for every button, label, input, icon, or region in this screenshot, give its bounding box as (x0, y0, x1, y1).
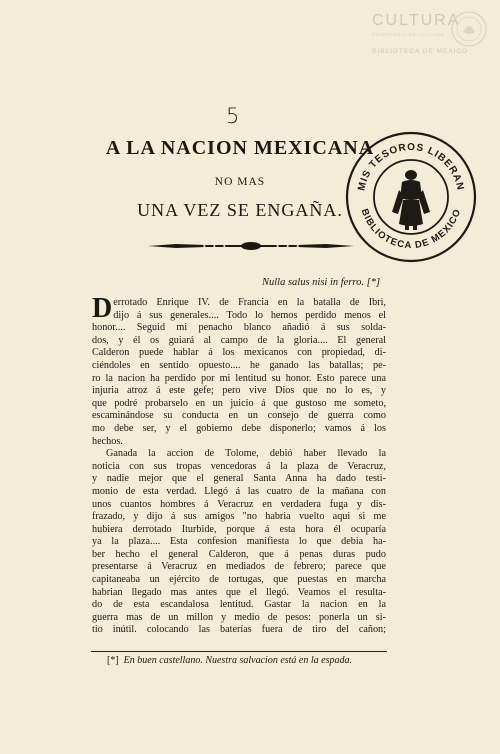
body-line: capitaneaba un ejército de tortugas, que puestas en marcha (92, 574, 386, 586)
footnote (107, 655, 352, 666)
drop-cap: D (92, 293, 113, 324)
stamp-bottom-text: BIBLIOTECA DE MEXICO (358, 207, 464, 252)
body-line: presentarse á Veracruz en mediados de febrero; parece que (92, 561, 386, 573)
body-line: escaminándose su conducta en un consejo de guerra como (92, 410, 386, 422)
body-line: y nadie mejor que el general Santa Anna ha dado testi- (92, 473, 386, 485)
decorative-rule-ornament (146, 240, 356, 252)
body-text (92, 293, 386, 637)
subtitle-line: NO MAS (214, 176, 266, 188)
body-line: Ganada la accion de Tolome, debió haber llevado la (106, 448, 386, 460)
body-line: Calderon puede hablar á los mexicanos con propiedad, di- (92, 347, 386, 359)
body-line: do de esta escandalosa lentitud. Gastar la nacion en la (92, 599, 386, 611)
main-title: A LA NACION MEXICANA (105, 137, 375, 159)
body-line: guerra mas de un millon y medio de pesos: ponerla un si- (92, 611, 386, 623)
body-line: unos cuantos hombres á Veracruz en verdadera fuga y dis- (92, 498, 386, 510)
body-line: habrian llegado mas antes que el llegó. Veamos el resulta- (92, 586, 386, 598)
body-line: dos, y él os guiará al campo de la gloria.... El general (92, 334, 386, 346)
national-seal-icon (450, 10, 488, 48)
cultura-watermark (362, 6, 492, 66)
body-line: hechos. (92, 435, 123, 447)
body-line: ya la plaza.... Esta confesion manifiesta lo que debia ha- (92, 536, 386, 548)
body-line: mo debe ser, y el gobierno debe disponerlo; vamos á los (92, 422, 386, 434)
watermark-subtitle: SECRETARÍA DE CULTURA (372, 32, 445, 37)
body-line: monio de esta verdad. Llegó á las cuatro de la mañana con (92, 485, 386, 497)
subtitle-line-2: UNA VEZ SE ENGAÑA. (137, 200, 343, 220)
footnote-rule (91, 651, 387, 652)
body-line: ber hecho el general Calderon, que á penas duras pudo (92, 548, 386, 560)
body-line: ciéndoles en sentido opuesto.... he ganado las batallas; pe- (92, 359, 386, 371)
body-line: hubiera derrotado Iturbide, porque á esta hora él ocuparía (92, 523, 386, 535)
latin-motto: Nulla salus nisi in ferro. [*] (262, 277, 381, 288)
body-line: errotado Enrique IV. de Francia en la batalla de Ibri, (113, 297, 386, 308)
body-line: frazado, y dijo á sus amigos "no habria vuelto aqui si me (92, 511, 386, 523)
body-line: dijo á sus generales.... Todo lo hemos perdido menos el (113, 309, 386, 321)
library-stamp (342, 128, 480, 266)
watermark-title: CULTURA (372, 12, 461, 29)
body-line: noticia con sus tropas vencedoras á la plaza de Veracruz, (92, 460, 386, 472)
figure-emblem-icon (392, 170, 430, 230)
stamp-top-text: MIS TESOROS LIBERAN (356, 141, 466, 192)
page-number: 5 (226, 104, 240, 128)
watermark-library: BIBLIOTECA DE MÉXICO (372, 48, 469, 55)
body-line: honor.... Seguid mi penacho blanco añadió á sus solda- (92, 322, 386, 334)
footnote-text: En buen castellano. Nuestra salvacion está en la espada. (123, 655, 352, 666)
body-line: ro la nacion ha perdido por mi lentitud su honor. Esto parece una (92, 372, 386, 384)
footnote-marker: [*] (107, 655, 119, 666)
body-line: que podré probarselo en un juicio á que gustoso me someto, (92, 397, 386, 409)
body-line: injuria atroz á este gefe; pero vive Dios que no lo es, y (92, 385, 386, 397)
body-line: tio inútil. colocando las baterías fuera de tiro del cañon; (92, 624, 386, 636)
